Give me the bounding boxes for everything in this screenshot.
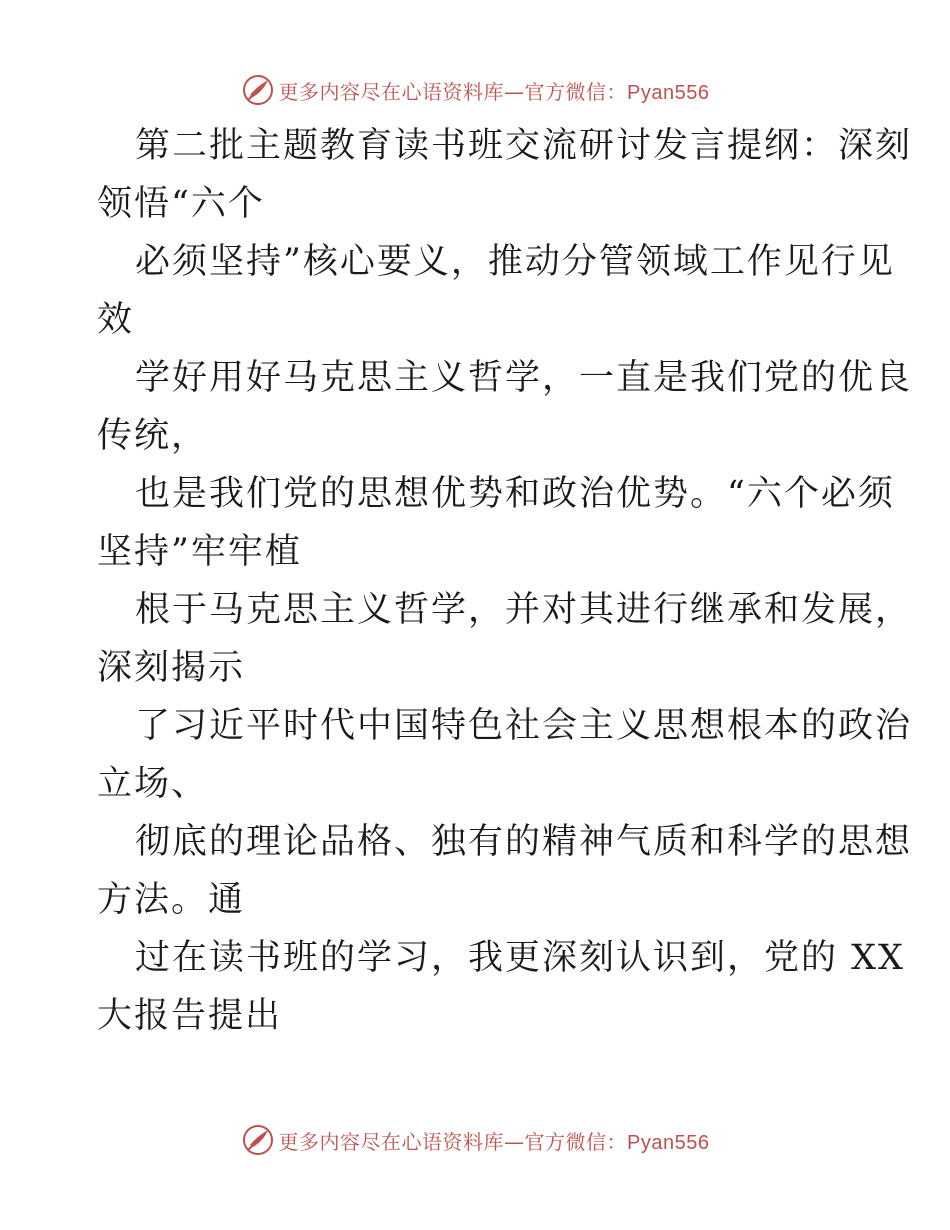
watermark-brand: 更多内容尽在心语资料库	[278, 1129, 505, 1154]
body-line: 方法。通	[97, 880, 246, 920]
quill-logo-icon	[241, 1123, 275, 1157]
body-line: 第二批主题教育读书班交流研讨发言提纲：深刻	[135, 126, 913, 166]
body-line: 立场、	[97, 764, 209, 804]
watermark-wechat-label: 官方微信：	[524, 79, 628, 104]
body-line: 传统，	[97, 416, 209, 456]
watermark-separator: —	[504, 1129, 525, 1154]
body-line: 深刻揭示	[97, 648, 246, 688]
body-line: 坚持”牢牢植	[97, 532, 302, 572]
body-line: 大报告提出	[97, 996, 283, 1036]
watermark-wechat-id: Pyan556	[627, 1131, 710, 1154]
watermark-brand: 更多内容尽在心语资料库	[278, 79, 505, 104]
body-line: 根于马克思主义哲学，并对其进行继承和发展，	[135, 590, 913, 630]
watermark-wechat-label: 官方微信：	[524, 1129, 628, 1154]
document-body	[97, 117, 913, 1045]
footer-watermark	[0, 1120, 950, 1160]
watermark-text	[279, 1126, 710, 1155]
body-line: 也是我们党的思想优势和政治优势。“六个必须	[135, 474, 895, 514]
body-line: 彻底的理论品格、独有的精神气质和科学的思想	[135, 822, 913, 862]
body-line: 了习近平时代中国特色社会主义思想根本的政治	[135, 706, 913, 746]
body-line: 领悟“六个	[97, 184, 265, 224]
watermark-separator: —	[504, 79, 525, 104]
watermark-text	[279, 76, 710, 105]
body-line: 必须坚持”核心要义，推动分管领域工作见行见	[135, 242, 895, 282]
body-line: 过在读书班的学习，我更深刻认识到，党的 XX	[135, 938, 905, 978]
body-line: 学好用好马克思主义哲学，一直是我们党的优良	[135, 358, 913, 398]
body-line: 效	[97, 300, 135, 340]
watermark-wechat-id: Pyan556	[627, 81, 710, 104]
quill-logo-icon	[241, 73, 275, 107]
header-watermark	[0, 70, 950, 110]
